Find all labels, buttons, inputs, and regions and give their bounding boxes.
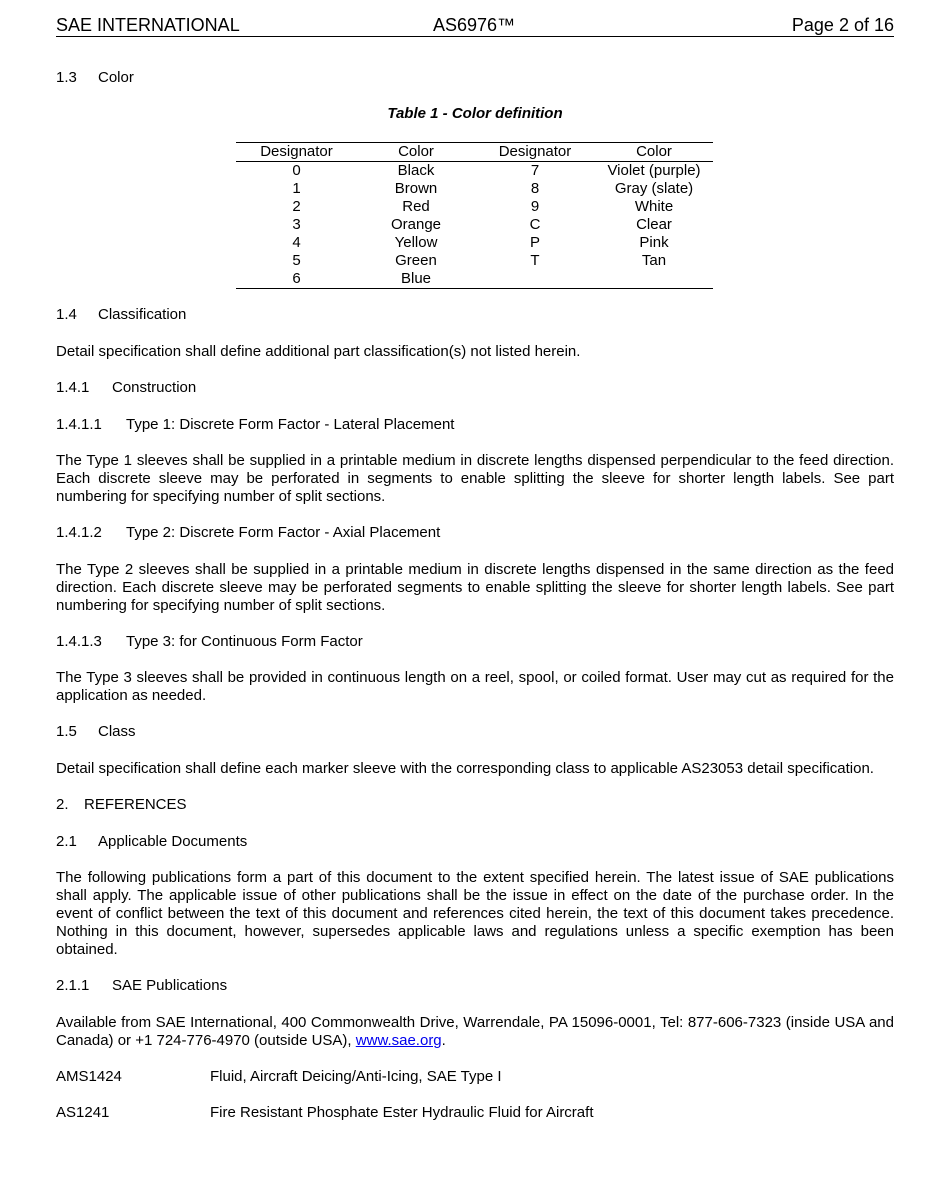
reference-title: Fluid, Aircraft Deicing/Anti-Icing, SAE Type I (210, 1068, 502, 1085)
header-org: SAE INTERNATIONAL (56, 15, 240, 35)
section-1-4-1-1-heading: 1.4.1.1 Type 1: Discrete Form Factor - Lateral Placement (56, 416, 455, 433)
table-header-row (236, 143, 713, 162)
table-cell: 1 (292, 180, 301, 197)
table-cell: 4 (292, 234, 301, 251)
col-header-designator: Designator (236, 143, 357, 162)
table-cell: T (530, 252, 540, 269)
table-row (236, 198, 713, 216)
table-cell: Clear (636, 216, 672, 233)
table-cell: 6 (236, 270, 357, 289)
table-row (236, 270, 713, 289)
sae-website-link[interactable]: www.sae.org (355, 1032, 442, 1049)
section-1-4-1-3-heading: 1.4.1.3 Type 3: for Continuous Form Factor (56, 633, 363, 650)
table-cell: Brown (394, 180, 438, 197)
table-cell (475, 270, 595, 289)
table-cell: 0 (292, 162, 301, 179)
section-2-heading: 2. REFERENCES (56, 796, 187, 813)
table-cell: Yellow (394, 234, 438, 251)
section-1-4-heading: 1.4 Classification (56, 306, 187, 323)
table-row (236, 216, 713, 234)
reference-entry (56, 1068, 894, 1086)
col-header-designator: Designator (475, 143, 595, 162)
page-header (56, 15, 894, 37)
table-cell: Orange (390, 216, 442, 233)
section-1-3-heading: 1.3 Color (56, 69, 134, 86)
table-1-caption: Table 1 - Color definition (387, 105, 563, 122)
table-cell: 5 (292, 252, 301, 269)
section-2-1-text: The following publications form a part of this document to the extent specified herein. The latest issue of SAE publications shall apply. The applicable issue of other publications shall be the issue in effect on the date of the purchase order. In the event of conflict between the text of this document and references cited herein, the text of this document takes precedence. Nothing in this document, however, supersedes applicable laws and regulations unless a specific exemption has been obtained. (56, 869, 894, 958)
section-1-4-1-2-text: The Type 2 sleeves shall be supplied in a printable medium in discrete lengths dispensed in the same direction as the feed direction. Each discrete sleeve may be perforated segments to enable splitting the sleeve for shorter length labels. See part numbering for specifying number of split sections. (56, 561, 894, 614)
table-cell: Black (397, 162, 435, 179)
table-row (236, 162, 713, 181)
table-cell: 3 (292, 216, 301, 233)
section-1-4-1-2-heading: 1.4.1.2 Type 2: Discrete Form Factor - Axial Placement (56, 524, 441, 541)
section-1-4-1-3-text: The Type 3 sleeves shall be provided in continuous length on a reel, spool, or coiled format. User may cut as required for the application as needed. (56, 669, 894, 704)
table-cell: 9 (530, 198, 540, 215)
table-row (236, 234, 713, 252)
section-1-4-text: Detail specification shall define additional part classification(s) not listed herein. (56, 343, 581, 360)
reference-code: AMS1424 (56, 1068, 122, 1085)
table-row (236, 252, 713, 270)
table-cell: 7 (530, 162, 540, 179)
section-1-5-heading: 1.5 Class (56, 723, 136, 740)
col-header-color: Color (357, 143, 475, 162)
table-cell: 8 (530, 180, 540, 197)
table-cell (595, 270, 713, 289)
section-1-4-1-heading: 1.4.1 Construction (56, 379, 197, 396)
section-2-1-1-heading: 2.1.1 SAE Publications (56, 977, 228, 994)
color-definition-table (236, 142, 713, 289)
header-doc-number: AS6976™ (433, 15, 516, 35)
table-cell: Blue (357, 270, 475, 289)
table-cell: Pink (639, 234, 669, 251)
reference-title: Fire Resistant Phosphate Ester Hydraulic Fluid for Aircraft (210, 1104, 594, 1121)
table-cell: Red (402, 198, 430, 215)
header-page-number: Page 2 of 16 (791, 15, 894, 35)
col-header-color: Color (595, 143, 713, 162)
reference-entry (56, 1104, 894, 1122)
table-cell: Green (395, 252, 437, 269)
table-cell: 2 (292, 198, 301, 215)
table-cell: Violet (purple) (607, 162, 701, 179)
table-cell: White (634, 198, 674, 215)
table-cell: Gray (slate) (614, 180, 694, 197)
section-1-5-text: Detail specification shall define each marker sleeve with the corresponding class to applicable AS23053 detail specification. (56, 760, 874, 777)
table-row (236, 180, 713, 198)
table-cell: Tan (641, 252, 667, 269)
reference-code: AS1241 (56, 1104, 110, 1121)
table-cell: C (529, 216, 541, 233)
section-1-4-1-1-text: The Type 1 sleeves shall be supplied in a printable medium in discrete lengths dispensed perpendicular to the feed direction. Each discrete sleeve may be perforated in segments to enable splitting the sleeve for shorter length labels. See part numbering for specifying number of split sections. (56, 452, 894, 505)
section-2-1-heading: 2.1 Applicable Documents (56, 833, 248, 850)
table-cell: P (529, 234, 540, 251)
section-2-1-1-text: Available from SAE International, 400 Commonwealth Drive, Warrendale, PA 15096-0001, Tel: 877-606-7323 (inside USA and Canada) or +1 724-776-4970 (outside USA), www.sae.org. (56, 1014, 894, 1049)
